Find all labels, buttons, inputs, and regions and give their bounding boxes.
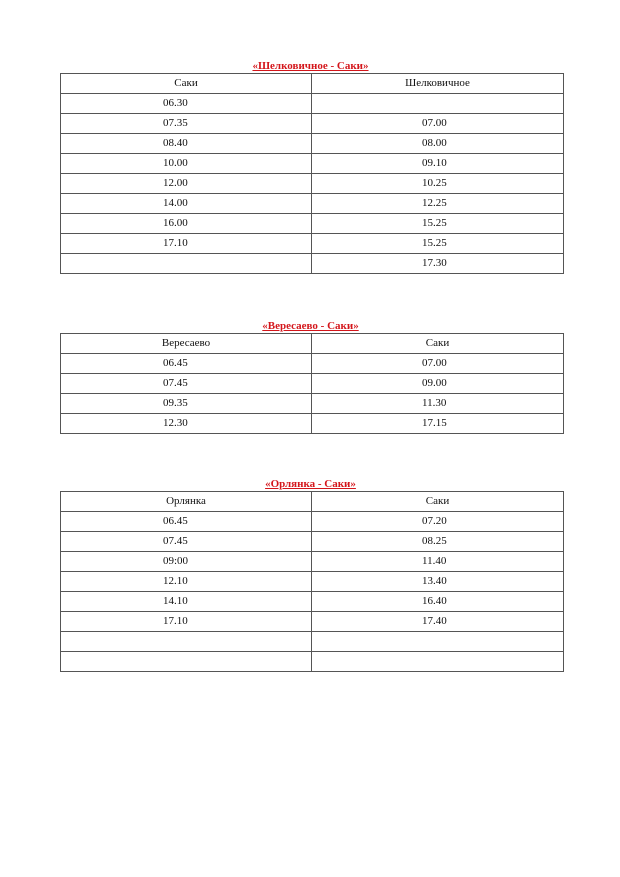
section-title: «Шелковичное - Саки» — [252, 60, 369, 72]
departure-time-cell: 17.10 — [61, 612, 312, 632]
departure-time-cell: 10.00 — [61, 154, 312, 174]
departure-time-cell: 06.45 — [61, 354, 312, 374]
table-row — [61, 394, 564, 414]
departure-time-cell: 09.35 — [61, 394, 312, 414]
table-row — [61, 512, 564, 532]
table-row — [61, 532, 564, 552]
table-row — [61, 572, 564, 592]
table-header-row — [61, 74, 564, 94]
return-time-cell: 09.10 — [312, 154, 564, 174]
return-time-cell: 07.20 — [312, 512, 564, 532]
column-header: Шелковичное — [312, 74, 564, 94]
table-header-row — [61, 492, 564, 512]
section-title: «Орлянка - Саки» — [265, 478, 356, 490]
departure-time-cell: 12.00 — [61, 174, 312, 194]
departure-time-cell: 14.10 — [61, 592, 312, 612]
table-row — [61, 114, 564, 134]
table-row — [61, 414, 564, 434]
table-row — [61, 134, 564, 154]
departure-time-cell: 16.00 — [61, 214, 312, 234]
section-title: «Вересаево - Саки» — [262, 320, 359, 332]
table-row — [61, 632, 564, 652]
table-row — [61, 374, 564, 394]
return-time-cell: 08.25 — [312, 532, 564, 552]
departure-time-cell: 12.30 — [61, 414, 312, 434]
table-row — [61, 234, 564, 254]
table-row — [61, 652, 564, 672]
return-time-cell: 13.40 — [312, 572, 564, 592]
return-time-cell: 07.00 — [312, 354, 564, 374]
return-time-cell: 11.30 — [312, 394, 564, 414]
departure-time-cell: 07.45 — [61, 374, 312, 394]
return-time-cell: 17.40 — [312, 612, 564, 632]
departure-time-cell: 06.30 — [61, 94, 312, 114]
return-time-cell: 07.00 — [312, 114, 564, 134]
table-row — [61, 354, 564, 374]
column-header: Саки — [312, 492, 564, 512]
column-header: Саки — [312, 334, 564, 354]
departure-time-cell: 08.40 — [61, 134, 312, 154]
table-row — [61, 174, 564, 194]
return-time-cell — [312, 632, 564, 652]
table-row — [61, 612, 564, 632]
departure-time-cell: 14.00 — [61, 194, 312, 214]
table-row — [61, 94, 564, 114]
return-time-cell: 17.30 — [312, 254, 564, 274]
return-time-cell: 09.00 — [312, 374, 564, 394]
schedule-table — [60, 491, 564, 672]
departure-time-cell: 06.45 — [61, 512, 312, 532]
schedule-section-veresaevo — [60, 320, 561, 434]
return-time-cell: 16.40 — [312, 592, 564, 612]
return-time-cell — [312, 652, 564, 672]
table-header-row — [61, 334, 564, 354]
departure-time-cell — [61, 254, 312, 274]
table-row — [61, 194, 564, 214]
departure-time-cell: 07.35 — [61, 114, 312, 134]
departure-time-cell: 12.10 — [61, 572, 312, 592]
departure-time-cell: 09:00 — [61, 552, 312, 572]
column-header: Саки — [61, 74, 312, 94]
return-time-cell: 11.40 — [312, 552, 564, 572]
return-time-cell: 15.25 — [312, 214, 564, 234]
return-time-cell: 10.25 — [312, 174, 564, 194]
schedule-table — [60, 73, 564, 274]
column-header: Орлянка — [61, 492, 312, 512]
return-time-cell — [312, 94, 564, 114]
schedule-section-shelkovichnoe — [60, 60, 561, 274]
table-row — [61, 254, 564, 274]
schedule-section-orlyanka — [60, 478, 561, 672]
return-time-cell: 12.25 — [312, 194, 564, 214]
departure-time-cell: 07.45 — [61, 532, 312, 552]
departure-time-cell: 17.10 — [61, 234, 312, 254]
departure-time-cell — [61, 652, 312, 672]
schedule-table — [60, 333, 564, 434]
table-row — [61, 552, 564, 572]
return-time-cell: 08.00 — [312, 134, 564, 154]
departure-time-cell — [61, 632, 312, 652]
table-row — [61, 214, 564, 234]
column-header: Вересаево — [61, 334, 312, 354]
table-row — [61, 592, 564, 612]
table-row — [61, 154, 564, 174]
return-time-cell: 15.25 — [312, 234, 564, 254]
return-time-cell: 17.15 — [312, 414, 564, 434]
